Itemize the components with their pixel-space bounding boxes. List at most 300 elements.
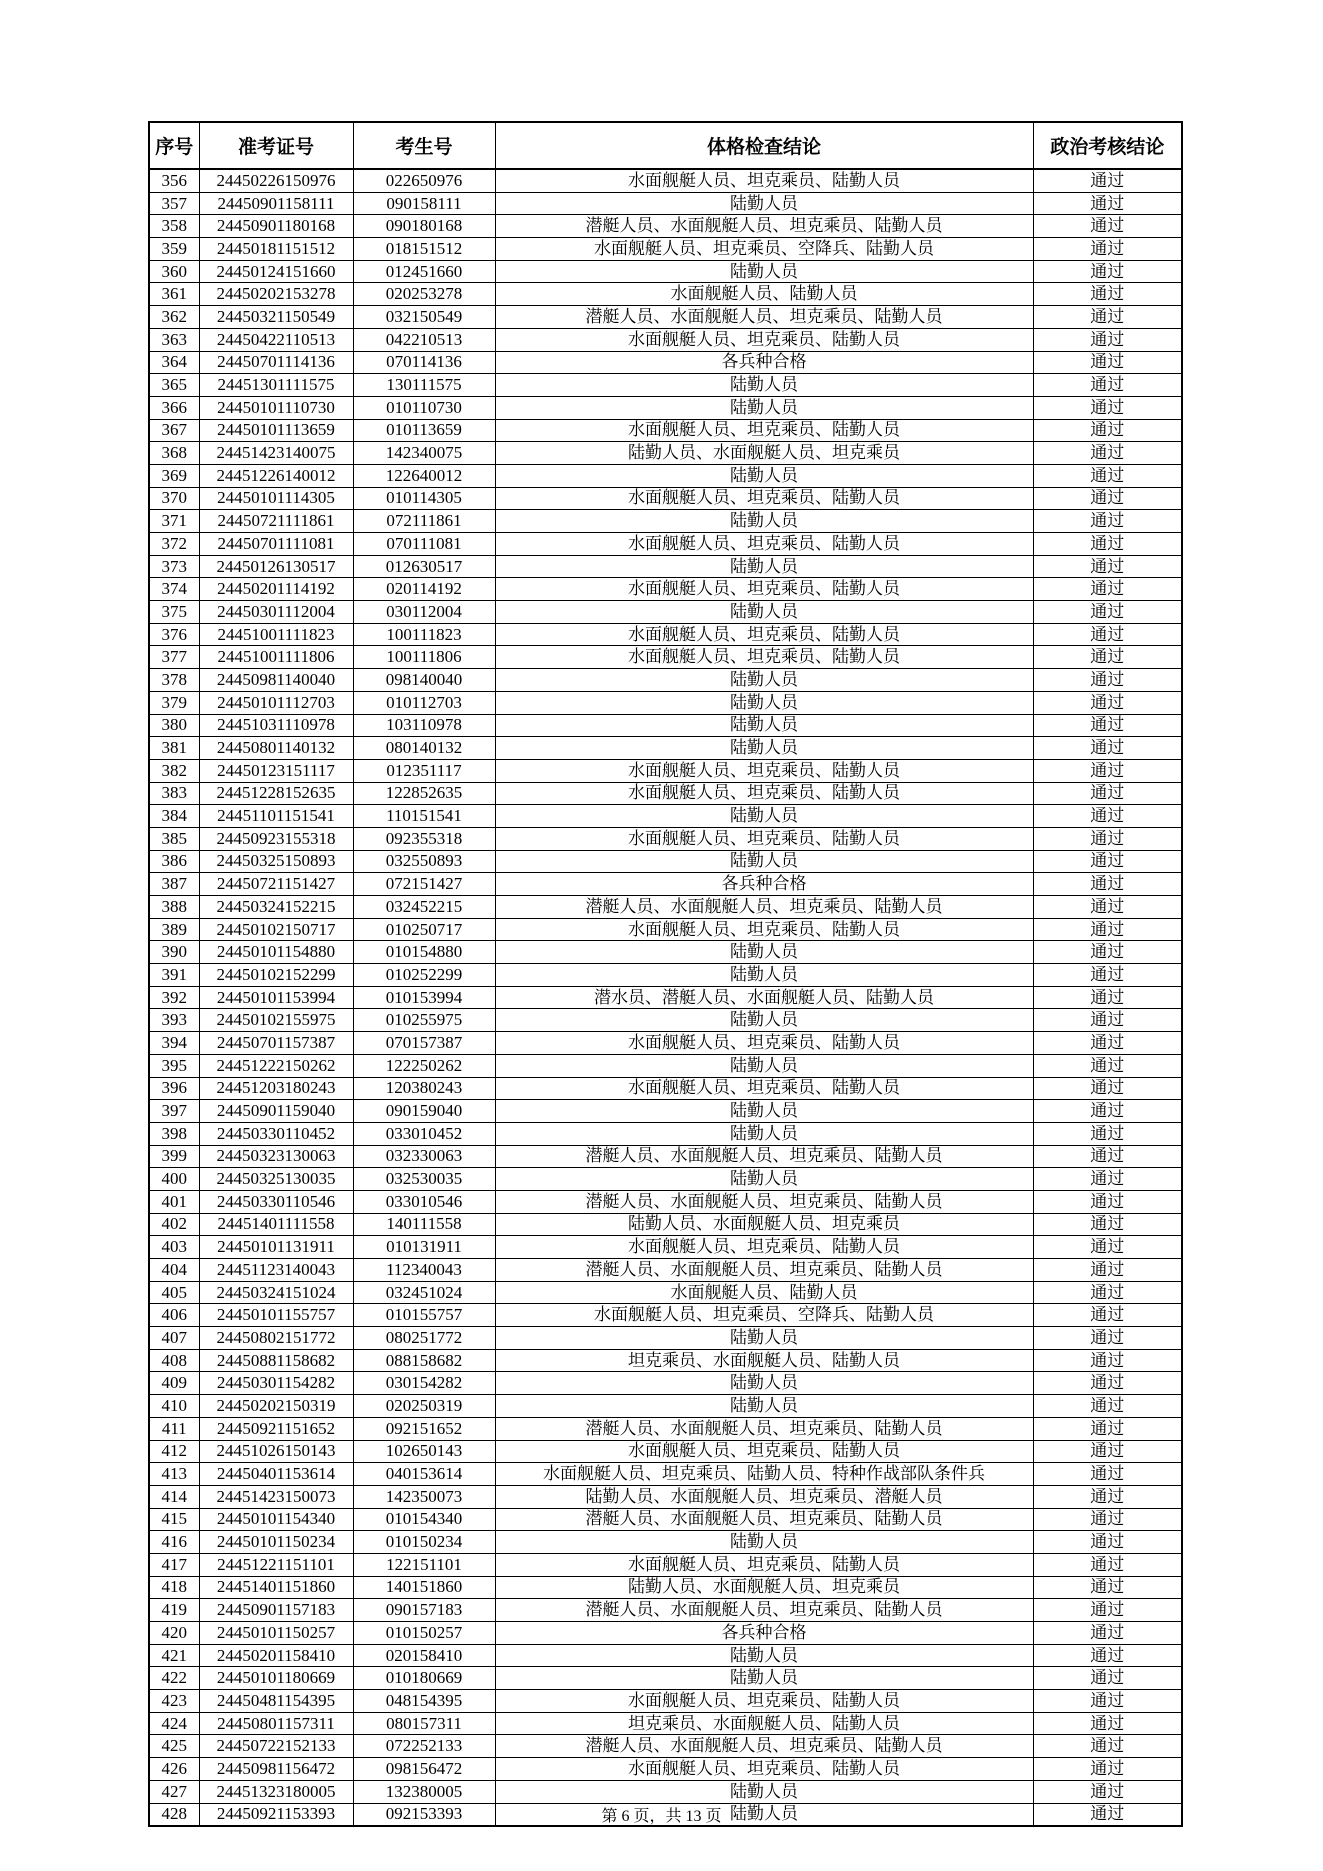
exam-id-cell: 24451301111575 <box>199 374 353 397</box>
student-id-cell: 090180168 <box>353 215 495 238</box>
political-result-cell: 通过 <box>1033 1417 1182 1440</box>
table-row <box>149 759 1182 782</box>
physical-result-cell: 陆勤人员 <box>495 260 1033 283</box>
student-id-cell: 010112703 <box>353 691 495 714</box>
table-row <box>149 578 1182 601</box>
political-result-cell: 通过 <box>1033 1576 1182 1599</box>
political-result-cell: 通过 <box>1033 464 1182 487</box>
political-result-cell: 通过 <box>1033 1304 1182 1327</box>
seq-cell: 403 <box>149 1236 199 1259</box>
exam-id-cell: 24451101151541 <box>199 805 353 828</box>
table-body <box>149 169 1182 1826</box>
political-result-cell: 通过 <box>1033 1758 1182 1781</box>
student-id-cell: 092355318 <box>353 827 495 850</box>
physical-result-cell: 水面舰艇人员、坦克乘员、陆勤人员 <box>495 1758 1033 1781</box>
physical-result-cell: 潜艇人员、水面舰艇人员、坦克乘员、陆勤人员 <box>495 1735 1033 1758</box>
header-political-result: 政治考核结论 <box>1033 122 1182 169</box>
exam-id-cell: 24450101150234 <box>199 1531 353 1554</box>
exam-id-cell: 24450901157183 <box>199 1599 353 1622</box>
exam-id-cell: 24451226140012 <box>199 464 353 487</box>
student-id-cell: 102650143 <box>353 1440 495 1463</box>
student-id-cell: 142350073 <box>353 1485 495 1508</box>
seq-cell: 415 <box>149 1508 199 1531</box>
physical-result-cell: 水面舰艇人员、陆勤人员 <box>495 1281 1033 1304</box>
seq-cell: 410 <box>149 1395 199 1418</box>
table-row <box>149 1531 1182 1554</box>
exam-id-cell: 24450481154395 <box>199 1690 353 1713</box>
political-result-cell: 通过 <box>1033 1349 1182 1372</box>
political-result-cell: 通过 <box>1033 1690 1182 1713</box>
political-result-cell: 通过 <box>1033 1531 1182 1554</box>
political-result-cell: 通过 <box>1033 215 1182 238</box>
exam-id-cell: 24450701157387 <box>199 1032 353 1055</box>
physical-result-cell: 水面舰艇人员、坦克乘员、陆勤人员 <box>495 328 1033 351</box>
student-id-cell: 012351117 <box>353 759 495 782</box>
seq-cell: 387 <box>149 873 199 896</box>
political-result-cell: 通过 <box>1033 260 1182 283</box>
student-id-cell: 033010546 <box>353 1190 495 1213</box>
table-row <box>149 487 1182 510</box>
exam-id-cell: 24450101150257 <box>199 1622 353 1645</box>
student-id-cell: 080157311 <box>353 1712 495 1735</box>
table-row <box>149 374 1182 397</box>
physical-result-cell: 陆勤人员 <box>495 1122 1033 1145</box>
table-row <box>149 918 1182 941</box>
table-row <box>149 1077 1182 1100</box>
table-row <box>149 1667 1182 1690</box>
student-id-cell: 020250319 <box>353 1395 495 1418</box>
physical-result-cell: 坦克乘员、水面舰艇人员、陆勤人员 <box>495 1349 1033 1372</box>
seq-cell: 428 <box>149 1803 199 1826</box>
political-result-cell: 通过 <box>1033 328 1182 351</box>
exam-id-cell: 24450722152133 <box>199 1735 353 1758</box>
seq-cell: 401 <box>149 1190 199 1213</box>
table-row <box>149 1213 1182 1236</box>
political-result-cell: 通过 <box>1033 669 1182 692</box>
exam-id-cell: 24451323180005 <box>199 1780 353 1803</box>
table-row <box>149 1758 1182 1781</box>
table-row <box>149 601 1182 624</box>
table-row <box>149 419 1182 442</box>
physical-result-cell: 水面舰艇人员、坦克乘员、陆勤人员 <box>495 578 1033 601</box>
table-row <box>149 555 1182 578</box>
exam-id-cell: 24450101131911 <box>199 1236 353 1259</box>
physical-result-cell: 水面舰艇人员、坦克乘员、陆勤人员 <box>495 782 1033 805</box>
seq-cell: 373 <box>149 555 199 578</box>
physical-result-cell: 水面舰艇人员、坦克乘员、陆勤人员 <box>495 827 1033 850</box>
table-row <box>149 623 1182 646</box>
physical-result-cell: 潜艇人员、水面舰艇人员、坦克乘员、陆勤人员 <box>495 306 1033 329</box>
student-id-cell: 042210513 <box>353 328 495 351</box>
exam-id-cell: 24450101153994 <box>199 986 353 1009</box>
exam-id-cell: 24450921153393 <box>199 1803 353 1826</box>
seq-cell: 383 <box>149 782 199 805</box>
political-result-cell: 通过 <box>1033 1508 1182 1531</box>
seq-cell: 393 <box>149 1009 199 1032</box>
political-result-cell: 通过 <box>1033 986 1182 1009</box>
political-result-cell: 通过 <box>1033 1372 1182 1395</box>
seq-cell: 413 <box>149 1463 199 1486</box>
physical-result-cell: 陆勤人员 <box>495 850 1033 873</box>
student-id-cell: 010113659 <box>353 419 495 442</box>
student-id-cell: 010150257 <box>353 1622 495 1645</box>
physical-result-cell: 潜艇人员、水面舰艇人员、坦克乘员、陆勤人员 <box>495 1145 1033 1168</box>
exam-id-cell: 24450202150319 <box>199 1395 353 1418</box>
table-row <box>149 533 1182 556</box>
table-row <box>149 306 1182 329</box>
table-row <box>149 896 1182 919</box>
political-result-cell: 通过 <box>1033 374 1182 397</box>
political-result-cell: 通过 <box>1033 1327 1182 1350</box>
political-result-cell: 通过 <box>1033 487 1182 510</box>
seq-cell: 390 <box>149 941 199 964</box>
table-row <box>149 1690 1182 1713</box>
table-row <box>149 782 1182 805</box>
physical-result-cell: 水面舰艇人员、坦克乘员、陆勤人员 <box>495 419 1033 442</box>
seq-cell: 371 <box>149 510 199 533</box>
student-id-cell: 080251772 <box>353 1327 495 1350</box>
political-result-cell: 通过 <box>1033 759 1182 782</box>
seq-cell: 426 <box>149 1758 199 1781</box>
student-id-cell: 103110978 <box>353 714 495 737</box>
seq-cell: 419 <box>149 1599 199 1622</box>
table-row <box>149 986 1182 1009</box>
student-id-cell: 012451660 <box>353 260 495 283</box>
seq-cell: 404 <box>149 1259 199 1282</box>
table-row <box>149 510 1182 533</box>
seq-cell: 421 <box>149 1644 199 1667</box>
exam-id-cell: 24451026150143 <box>199 1440 353 1463</box>
political-result-cell: 通过 <box>1033 1553 1182 1576</box>
seq-cell: 411 <box>149 1417 199 1440</box>
student-id-cell: 020253278 <box>353 283 495 306</box>
political-result-cell: 通过 <box>1033 1236 1182 1259</box>
exam-id-cell: 24450102152299 <box>199 964 353 987</box>
political-result-cell: 通过 <box>1033 1667 1182 1690</box>
seq-cell: 407 <box>149 1327 199 1350</box>
header-exam-id: 准考证号 <box>199 122 353 169</box>
student-id-cell: 090157183 <box>353 1599 495 1622</box>
exam-id-cell: 24450126130517 <box>199 555 353 578</box>
physical-result-cell: 水面舰艇人员、坦克乘员、陆勤人员 <box>495 1236 1033 1259</box>
table-row <box>149 1190 1182 1213</box>
physical-result-cell: 潜水员、潜艇人员、水面舰艇人员、陆勤人员 <box>495 986 1033 1009</box>
table-row <box>149 1395 1182 1418</box>
political-result-cell: 通过 <box>1033 442 1182 465</box>
exam-id-cell: 24450101113659 <box>199 419 353 442</box>
seq-cell: 378 <box>149 669 199 692</box>
political-result-cell: 通过 <box>1033 419 1182 442</box>
seq-cell: 361 <box>149 283 199 306</box>
table-row <box>149 351 1182 374</box>
physical-result-cell: 陆勤人员 <box>495 1395 1033 1418</box>
table-row <box>149 714 1182 737</box>
physical-result-cell: 陆勤人员、水面舰艇人员、坦克乘员 <box>495 442 1033 465</box>
exam-id-cell: 24450324151024 <box>199 1281 353 1304</box>
seq-cell: 365 <box>149 374 199 397</box>
political-result-cell: 通过 <box>1033 805 1182 828</box>
exam-id-cell: 24450102155975 <box>199 1009 353 1032</box>
political-result-cell: 通过 <box>1033 896 1182 919</box>
student-id-cell: 132380005 <box>353 1780 495 1803</box>
table-row <box>149 1327 1182 1350</box>
student-id-cell: 018151512 <box>353 238 495 261</box>
seq-cell: 418 <box>149 1576 199 1599</box>
student-id-cell: 010252299 <box>353 964 495 987</box>
table-row <box>149 192 1182 215</box>
student-id-cell: 032452215 <box>353 896 495 919</box>
physical-result-cell: 陆勤人员 <box>495 1667 1033 1690</box>
table-row <box>149 1349 1182 1372</box>
student-id-cell: 010153994 <box>353 986 495 1009</box>
physical-result-cell: 陆勤人员 <box>495 396 1033 419</box>
student-id-cell: 070114136 <box>353 351 495 374</box>
student-id-cell: 142340075 <box>353 442 495 465</box>
student-id-cell: 110151541 <box>353 805 495 828</box>
table-row <box>149 1236 1182 1259</box>
table-row <box>149 1145 1182 1168</box>
seq-cell: 423 <box>149 1690 199 1713</box>
student-id-cell: 140151860 <box>353 1576 495 1599</box>
table-row <box>149 1032 1182 1055</box>
table-row <box>149 1417 1182 1440</box>
exam-id-cell: 24450102150717 <box>199 918 353 941</box>
table-row <box>149 691 1182 714</box>
physical-result-cell: 陆勤人员 <box>495 1803 1033 1826</box>
exam-id-cell: 24450721151427 <box>199 873 353 896</box>
exam-id-cell: 24450201114192 <box>199 578 353 601</box>
table-row <box>149 1735 1182 1758</box>
seq-cell: 384 <box>149 805 199 828</box>
exam-id-cell: 24450101155757 <box>199 1304 353 1327</box>
seq-cell: 372 <box>149 533 199 556</box>
exam-id-cell: 24450324152215 <box>199 896 353 919</box>
table-row <box>149 1054 1182 1077</box>
exam-id-cell: 24450123151117 <box>199 759 353 782</box>
seq-cell: 380 <box>149 714 199 737</box>
physical-result-cell: 水面舰艇人员、陆勤人员 <box>495 283 1033 306</box>
student-id-cell: 010114305 <box>353 487 495 510</box>
student-id-cell: 070157387 <box>353 1032 495 1055</box>
physical-result-cell: 潜艇人员、水面舰艇人员、坦克乘员、陆勤人员 <box>495 1259 1033 1282</box>
table-row <box>149 1644 1182 1667</box>
physical-result-cell: 坦克乘员、水面舰艇人员、陆勤人员 <box>495 1712 1033 1735</box>
physical-result-cell: 水面舰艇人员、坦克乘员、陆勤人员 <box>495 169 1033 192</box>
seq-cell: 357 <box>149 192 199 215</box>
political-result-cell: 通过 <box>1033 873 1182 896</box>
physical-result-cell: 陆勤人员 <box>495 1644 1033 1667</box>
exam-id-cell: 24450802151772 <box>199 1327 353 1350</box>
seq-cell: 405 <box>149 1281 199 1304</box>
physical-result-cell: 陆勤人员 <box>495 192 1033 215</box>
political-result-cell: 通过 <box>1033 1440 1182 1463</box>
student-id-cell: 010154340 <box>353 1508 495 1531</box>
table-row <box>149 1440 1182 1463</box>
physical-result-cell: 陆勤人员 <box>495 737 1033 760</box>
table-row <box>149 1485 1182 1508</box>
political-result-cell: 通过 <box>1033 555 1182 578</box>
table-row <box>149 1599 1182 1622</box>
physical-result-cell: 水面舰艇人员、坦克乘员、陆勤人员 <box>495 1440 1033 1463</box>
political-result-cell: 通过 <box>1033 782 1182 805</box>
political-result-cell: 通过 <box>1033 306 1182 329</box>
table-row <box>149 805 1182 828</box>
seq-cell: 412 <box>149 1440 199 1463</box>
physical-result-cell: 水面舰艇人员、坦克乘员、陆勤人员 <box>495 759 1033 782</box>
student-id-cell: 112340043 <box>353 1259 495 1282</box>
student-id-cell: 130111575 <box>353 374 495 397</box>
physical-result-cell: 水面舰艇人员、坦克乘员、陆勤人员 <box>495 1077 1033 1100</box>
seq-cell: 417 <box>149 1553 199 1576</box>
student-id-cell: 048154395 <box>353 1690 495 1713</box>
student-id-cell: 098156472 <box>353 1758 495 1781</box>
student-id-cell: 100111806 <box>353 646 495 669</box>
seq-cell: 427 <box>149 1780 199 1803</box>
political-result-cell: 通过 <box>1033 169 1182 192</box>
political-result-cell: 通过 <box>1033 238 1182 261</box>
student-id-cell: 033010452 <box>353 1122 495 1145</box>
exam-id-cell: 24450881158682 <box>199 1349 353 1372</box>
exam-id-cell: 24450325130035 <box>199 1168 353 1191</box>
table-row <box>149 283 1182 306</box>
political-result-cell: 通过 <box>1033 1712 1182 1735</box>
table-row <box>149 1508 1182 1531</box>
exam-id-cell: 24450422110513 <box>199 328 353 351</box>
physical-result-cell: 水面舰艇人员、坦克乘员、陆勤人员 <box>495 646 1033 669</box>
seq-cell: 398 <box>149 1122 199 1145</box>
physical-result-cell: 水面舰艇人员、坦克乘员、陆勤人员 <box>495 487 1033 510</box>
seq-cell: 388 <box>149 896 199 919</box>
student-id-cell: 090159040 <box>353 1100 495 1123</box>
political-result-cell: 通过 <box>1033 1485 1182 1508</box>
seq-cell: 425 <box>149 1735 199 1758</box>
table-row <box>149 396 1182 419</box>
political-result-cell: 通过 <box>1033 510 1182 533</box>
exam-id-cell: 24451123140043 <box>199 1259 353 1282</box>
student-id-cell: 072111861 <box>353 510 495 533</box>
exam-id-cell: 24450981156472 <box>199 1758 353 1781</box>
exam-id-cell: 24450901158111 <box>199 192 353 215</box>
seq-cell: 399 <box>149 1145 199 1168</box>
physical-result-cell: 水面舰艇人员、坦克乘员、陆勤人员 <box>495 1690 1033 1713</box>
seq-cell: 367 <box>149 419 199 442</box>
political-result-cell: 通过 <box>1033 1077 1182 1100</box>
seq-cell: 422 <box>149 1667 199 1690</box>
seq-cell: 397 <box>149 1100 199 1123</box>
seq-cell: 360 <box>149 260 199 283</box>
exam-id-cell: 24451221151101 <box>199 1553 353 1576</box>
seq-cell: 389 <box>149 918 199 941</box>
student-id-cell: 090158111 <box>353 192 495 215</box>
seq-cell: 366 <box>149 396 199 419</box>
table-row <box>149 850 1182 873</box>
seq-cell: 385 <box>149 827 199 850</box>
table-row <box>149 1712 1182 1735</box>
table-row <box>149 646 1182 669</box>
political-result-cell: 通过 <box>1033 1032 1182 1055</box>
student-id-cell: 010255975 <box>353 1009 495 1032</box>
student-id-cell: 040153614 <box>353 1463 495 1486</box>
exam-id-cell: 24450721111861 <box>199 510 353 533</box>
physical-result-cell: 陆勤人员 <box>495 1054 1033 1077</box>
physical-result-cell: 陆勤人员 <box>495 1168 1033 1191</box>
exam-id-cell: 24451228152635 <box>199 782 353 805</box>
table-row <box>149 827 1182 850</box>
political-result-cell: 通过 <box>1033 941 1182 964</box>
political-result-cell: 通过 <box>1033 1395 1182 1418</box>
seq-cell: 395 <box>149 1054 199 1077</box>
exam-id-cell: 24450921151652 <box>199 1417 353 1440</box>
student-id-cell: 070111081 <box>353 533 495 556</box>
political-result-cell: 通过 <box>1033 1054 1182 1077</box>
seq-cell: 376 <box>149 623 199 646</box>
student-id-cell: 030154282 <box>353 1372 495 1395</box>
exam-id-cell: 24450301112004 <box>199 601 353 624</box>
seq-cell: 358 <box>149 215 199 238</box>
exam-id-cell: 24451001111806 <box>199 646 353 669</box>
student-id-cell: 032330063 <box>353 1145 495 1168</box>
political-result-cell: 通过 <box>1033 1622 1182 1645</box>
political-result-cell: 通过 <box>1033 533 1182 556</box>
physical-result-cell: 陆勤人员 <box>495 941 1033 964</box>
student-id-cell: 080140132 <box>353 737 495 760</box>
physical-result-cell: 陆勤人员 <box>495 510 1033 533</box>
political-result-cell: 通过 <box>1033 192 1182 215</box>
seq-cell: 374 <box>149 578 199 601</box>
table-row <box>149 328 1182 351</box>
student-id-cell: 010131911 <box>353 1236 495 1259</box>
physical-result-cell: 陆勤人员 <box>495 964 1033 987</box>
header-row <box>149 122 1182 169</box>
physical-result-cell: 陆勤人员 <box>495 691 1033 714</box>
physical-result-cell: 陆勤人员 <box>495 714 1033 737</box>
exam-id-cell: 24450981140040 <box>199 669 353 692</box>
political-result-cell: 通过 <box>1033 1009 1182 1032</box>
table-row <box>149 1780 1182 1803</box>
exam-id-cell: 24451031110978 <box>199 714 353 737</box>
exam-id-cell: 24450325150893 <box>199 850 353 873</box>
exam-id-cell: 24451203180243 <box>199 1077 353 1100</box>
exam-id-cell: 24450701114136 <box>199 351 353 374</box>
student-id-cell: 140111558 <box>353 1213 495 1236</box>
student-id-cell: 122151101 <box>353 1553 495 1576</box>
political-result-cell: 通过 <box>1033 646 1182 669</box>
physical-result-cell: 各兵种合格 <box>495 351 1033 374</box>
physical-result-cell: 陆勤人员 <box>495 1531 1033 1554</box>
physical-result-cell: 潜艇人员、水面舰艇人员、坦克乘员、陆勤人员 <box>495 896 1033 919</box>
student-id-cell: 092151652 <box>353 1417 495 1440</box>
physical-result-cell: 水面舰艇人员、坦克乘员、空降兵、陆勤人员 <box>495 1304 1033 1327</box>
student-id-cell: 100111823 <box>353 623 495 646</box>
physical-result-cell: 陆勤人员、水面舰艇人员、坦克乘员 <box>495 1213 1033 1236</box>
seq-cell: 369 <box>149 464 199 487</box>
physical-result-cell: 水面舰艇人员、坦克乘员、空降兵、陆勤人员 <box>495 238 1033 261</box>
table-row <box>149 941 1182 964</box>
seq-cell: 356 <box>149 169 199 192</box>
exam-id-cell: 24451423150073 <box>199 1485 353 1508</box>
table-row <box>149 1122 1182 1145</box>
political-result-cell: 通过 <box>1033 714 1182 737</box>
student-id-cell: 010150234 <box>353 1531 495 1554</box>
physical-result-cell: 水面舰艇人员、坦克乘员、陆勤人员 <box>495 533 1033 556</box>
physical-result-cell: 潜艇人员、水面舰艇人员、坦克乘员、陆勤人员 <box>495 1417 1033 1440</box>
student-id-cell: 032150549 <box>353 306 495 329</box>
table-header <box>149 122 1182 169</box>
political-result-cell: 通过 <box>1033 1599 1182 1622</box>
student-id-cell: 122250262 <box>353 1054 495 1077</box>
table-row <box>149 1576 1182 1599</box>
seq-cell: 400 <box>149 1168 199 1191</box>
